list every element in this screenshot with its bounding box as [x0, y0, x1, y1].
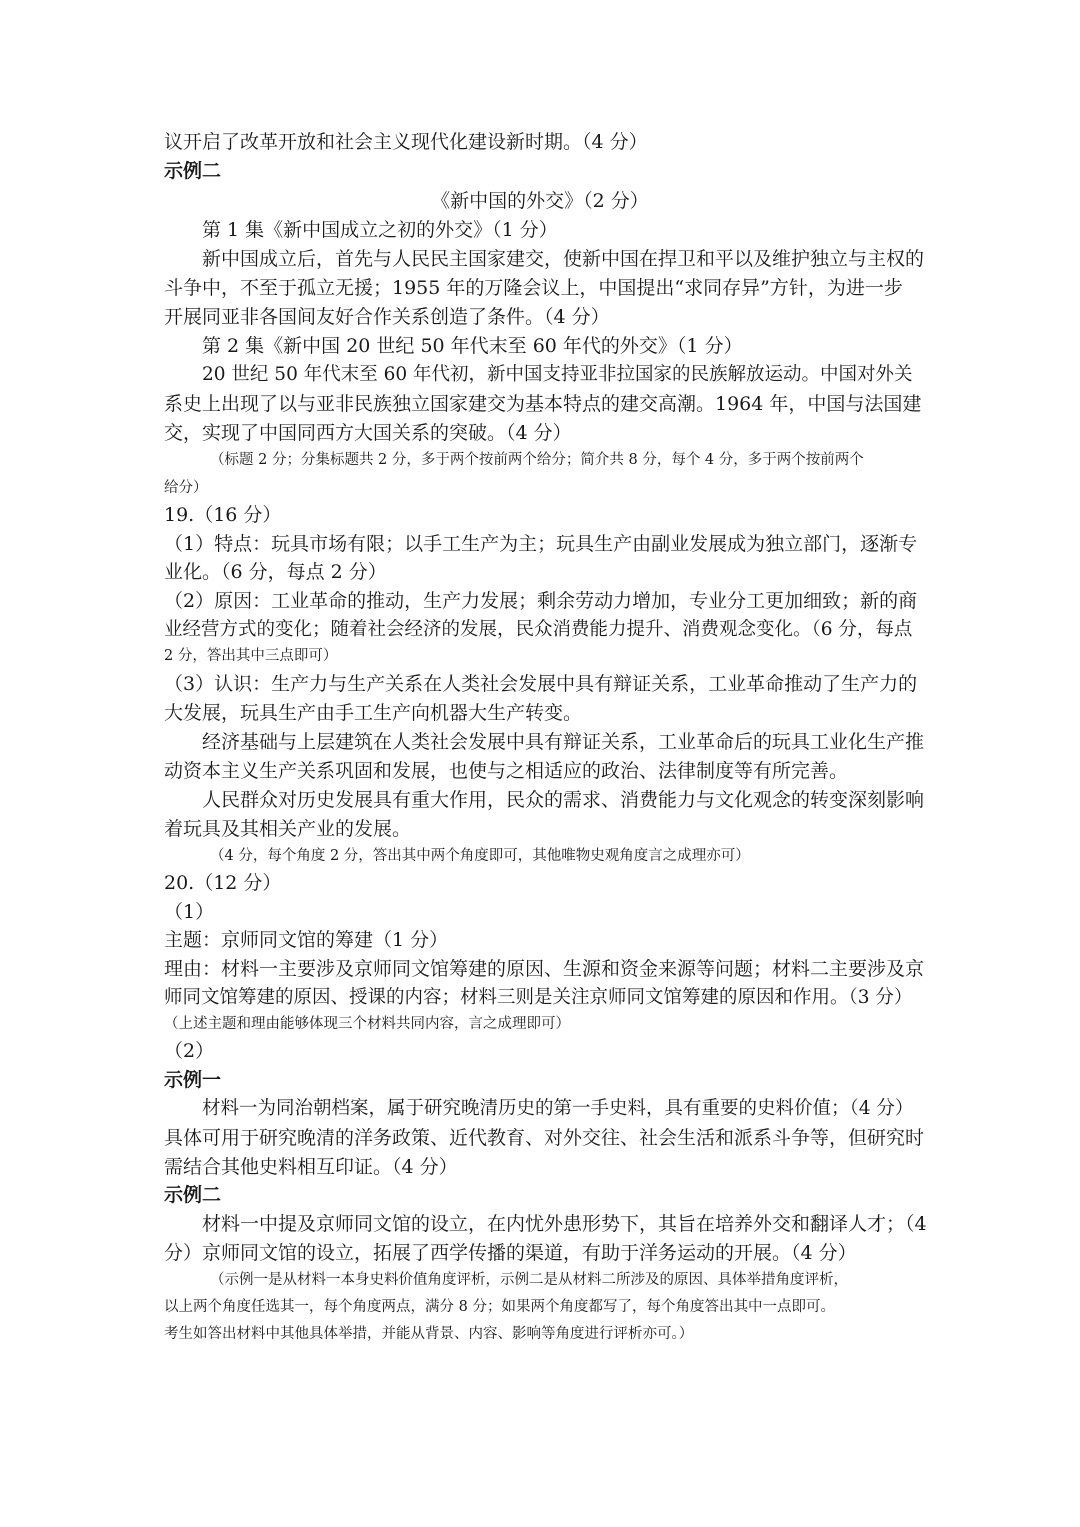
- text-line: 20 世纪 50 年代末至 60 年代初，新中国支持亚非拉国家的民族解放运动。中国对外关: [202, 364, 913, 385]
- scoring-note: 2 分，答出其中三点即可）: [164, 648, 338, 664]
- text-line: 着玩具及其相关产业的发展。: [164, 818, 412, 840]
- scoring-note: （示例一是从材料一本身史料价值角度评析，示例二是从材料二所涉及的原因、具体举措角度评析，: [210, 1272, 848, 1288]
- text-line: 具体可用于研究晚清的洋务政策、近代教育、对外交往、社会生活和派系斗争等，但研究时: [164, 1127, 925, 1149]
- text-line: 材料一中提及京师同文馆的设立，在内忧外患形势下，其旨在培养外交和翻译人才；（4: [202, 1213, 927, 1235]
- scoring-note: 给分）: [164, 480, 208, 496]
- scoring-note: （上述主题和理由能够体现三个材料共同内容，言之成理即可）: [164, 1016, 570, 1032]
- text-line: 材料一为同治朝档案，属于研究晚清历史的第一手史料，具有重要的史料价值；（4 分）: [202, 1098, 914, 1119]
- text-line: 开展同亚非各国间友好合作关系创造了条件。（4 分）: [164, 306, 610, 328]
- sub-question: （1）: [164, 901, 215, 923]
- question-number: 20.（12 分）: [164, 872, 282, 894]
- text-line: 主题：京师同文馆的筹建（1 分）: [164, 929, 449, 951]
- episode-title: 第 1 集《新中国成立之初的外交》（1 分）: [202, 219, 558, 241]
- text-line: 新中国成立后，首先与人民民主国家建交，使新中国在捍卫和平以及维护独立与主权的: [202, 248, 925, 270]
- episode-title: 第 2 集《新中国 20 世纪 50 年代末至 60 年代的外交》（1 分）: [202, 335, 743, 357]
- example-heading: 示例一: [164, 1069, 222, 1091]
- text-line: 经济基础与上层建筑在人类社会发展中具有辩证关系，工业革命后的玩具工业化生产推: [202, 731, 925, 753]
- scoring-note: （标题 2 分；分集标题共 2 分，多于两个按前两个给分；简介共 8 分，每个 4 分，多于两个按前两个: [210, 452, 864, 468]
- text-line: 系史上出现了以与亚非民族独立国家建交为基本特点的建交高潮。1964 年，中国与法国建: [164, 393, 922, 415]
- documentary-title: 《新中国的外交》（2 分）: [431, 190, 649, 212]
- text-line: 需结合其他史料相互印证。（4 分）: [164, 1156, 458, 1178]
- example-heading: 示例二: [164, 160, 222, 182]
- question-number: 19.（16 分）: [164, 504, 282, 526]
- scoring-note: （4 分，每个角度 2 分，答出其中两个角度即可，其他唯物史观角度言之成理亦可）: [210, 848, 750, 864]
- text-line: 师同文馆筹建的原因、授课的内容；材料三则是关注京师同文馆筹建的原因和作用。（3 分）: [164, 987, 913, 1008]
- text-line: 动资本主义生产关系巩固和发展，也使与之相适应的政治、法律制度等有所完善。: [164, 760, 849, 782]
- sub-question: （2）: [164, 1040, 215, 1062]
- text-line: 理由：材料一主要涉及京师同文馆筹建的原因、生源和资金来源等问题；材料二主要涉及京: [164, 958, 925, 980]
- text-line: 大发展，玩具生产由手工生产向机器大生产转变。: [164, 702, 583, 724]
- text-line: （1）特点：玩具市场有限；以手工生产为主；玩具生产由副业发展成为独立部门，逐渐专: [164, 533, 918, 555]
- text-line: 交，实现了中国同西方大国关系的突破。（4 分）: [164, 422, 572, 444]
- scoring-note: 考生如答出材料中其他具体举措，并能从背景、内容、影响等角度进行评析亦可。）: [164, 1326, 694, 1342]
- example-heading: 示例二: [164, 1184, 222, 1206]
- text-line: 斗争中，不至于孤立无援；1955 年的万隆会议上，中国提出“求同存异”方针，为进一步: [164, 277, 903, 299]
- text-line: 业经营方式的变化；随着社会经济的发展，民众消费能力提升、消费观念变化。（6 分，每点: [164, 619, 913, 640]
- text-line: 人民群众对历史发展具有重大作用，民众的需求、消费能力与文化观念的转变深刻影响: [202, 789, 925, 811]
- text-line: 分）京师同文馆的设立，拓展了西学传播的渠道，有助于洋务运动的开展。（4 分）: [164, 1242, 857, 1264]
- text-line: 议开启了改革开放和社会主义现代化建设新时期。（4 分）: [164, 131, 648, 153]
- scoring-note: 以上两个角度任选其一，每个角度两点，满分 8 分；如果两个角度都写了，每个角度答出其中一点即可。: [164, 1299, 835, 1315]
- text-line: 业化。（6 分，每点 2 分）: [164, 561, 387, 583]
- text-line: （3）认识：生产力与生产关系在人类社会发展中具有辩证关系，工业革命推动了生产力的: [164, 673, 918, 695]
- text-line: （2）原因：工业革命的推动，生产力发展；剩余劳动力增加，专业分工更加细致；新的商: [164, 590, 918, 612]
